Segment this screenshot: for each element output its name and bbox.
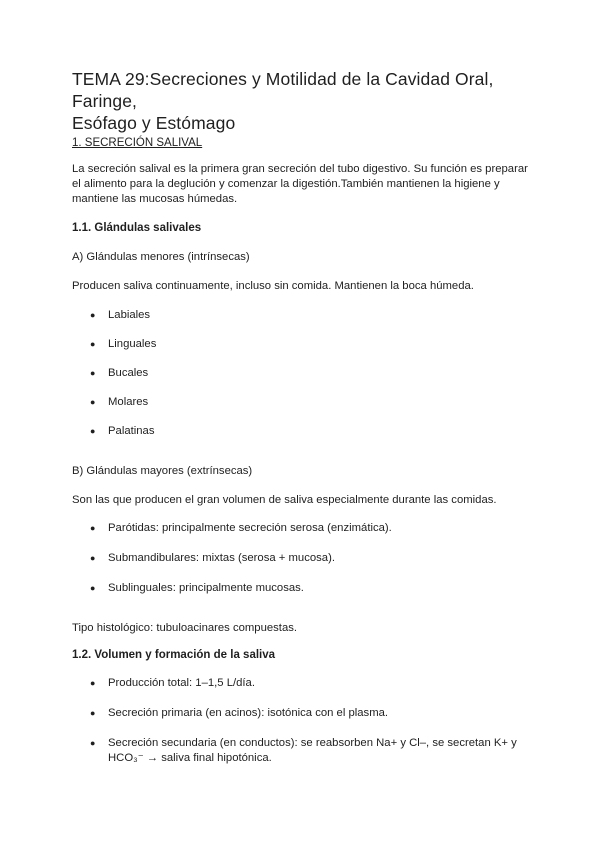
list-item: ● Linguales bbox=[90, 338, 157, 350]
minor-glands-list bbox=[72, 308, 532, 439]
list-item: ● Sublinguales: principalmente mucosas. bbox=[90, 582, 304, 594]
bullet-icon: ● bbox=[90, 368, 96, 378]
major-glands-title: B) Glándulas mayores (extrínsecas) bbox=[72, 465, 253, 477]
major-glands-text: Son las que producen el gran volumen de saliva especialmente durante las comidas. bbox=[72, 494, 497, 506]
document-page bbox=[72, 68, 532, 766]
list-item: ● Molares bbox=[90, 396, 149, 408]
minor-glands-title: A) Glándulas menores (intrínsecas) bbox=[72, 251, 250, 263]
bullet-icon: ● bbox=[90, 523, 96, 533]
bullet-icon: ● bbox=[90, 339, 96, 349]
bullet-icon: ● bbox=[90, 310, 96, 320]
list-item: ● Submandibulares: mixtas (serosa + mucosa). bbox=[90, 552, 335, 564]
bullet-icon: ● bbox=[90, 553, 96, 563]
list-item: ● Parótidas: principalmente secreción serosa (enzimática). bbox=[90, 522, 392, 534]
bullet-icon: ● bbox=[90, 738, 96, 748]
volume-list bbox=[72, 676, 532, 766]
subsection-title-volumen: 1.2. Volumen y formación de la saliva bbox=[72, 649, 276, 661]
list-item: ● Palatinas bbox=[90, 425, 155, 437]
section-heading-secrecion-salival: 1. SECRECIÓN SALIVAL bbox=[72, 137, 203, 149]
bullet-icon: ● bbox=[90, 583, 96, 593]
list-item: ● Producción total: 1–1,5 L/día. bbox=[90, 677, 255, 689]
major-glands-list bbox=[72, 521, 532, 596]
list-item: ● Secreción primaria (en acinos): isotónica con el plasma. bbox=[90, 707, 389, 719]
subsection-title-glandulas: 1.1. Glándulas salivales bbox=[72, 222, 202, 234]
histology-text: Tipo histológico: tubuloacinares compuestas. bbox=[72, 622, 298, 634]
list-item: ● Secreción secundaria (en conductos): se reabsorben Na+ y Cl–, se secretan K+ y HCO₃⁻ → saliva final hipotónica. bbox=[90, 737, 517, 764]
title-line-1: TEMA 29:Secreciones y Motilidad de la Cavidad Oral, Faringe, bbox=[72, 69, 494, 111]
intro-paragraph: La secreción salival es la primera gran secreción del tubo digestivo. Su función es preparar el alimento para la deglución y comenzar la digestión.También mantienen la higiene y mantiene las mucosas húmedas. bbox=[72, 163, 528, 205]
list-item: ● Bucales bbox=[90, 367, 149, 379]
bullet-icon: ● bbox=[90, 678, 96, 688]
bullet-icon: ● bbox=[90, 397, 96, 407]
title-line-2: Esófago y Estómago bbox=[72, 113, 236, 133]
bullet-icon: ● bbox=[90, 426, 96, 436]
minor-glands-text: Producen saliva continuamente, incluso sin comida. Mantienen la boca húmeda. bbox=[72, 280, 474, 292]
bullet-icon: ● bbox=[90, 708, 96, 718]
document-title bbox=[72, 68, 532, 134]
list-item: ● Labiales bbox=[90, 309, 151, 321]
